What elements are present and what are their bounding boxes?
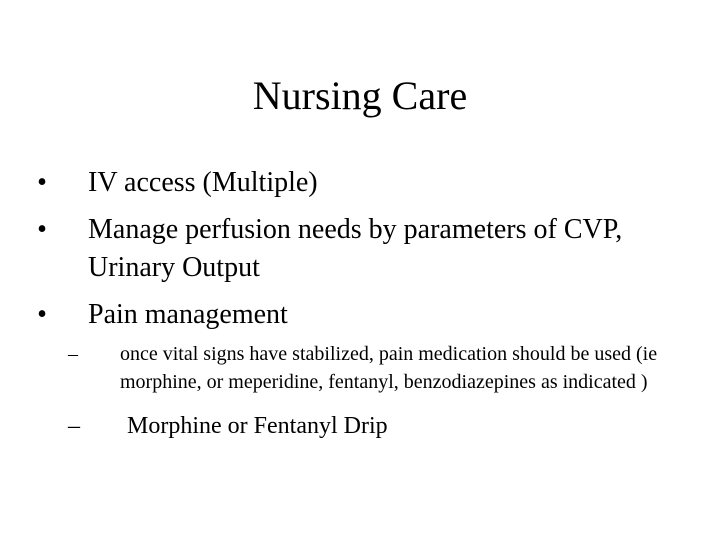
subbullet-list	[30, 340, 690, 442]
subbullet-text: once vital signs have stabilized, pain medication should be used (ie morphine, or meperidine, fentanyl, benzodiazepines as indicated )	[120, 343, 658, 393]
bullet-item	[30, 211, 690, 287]
bullet-item	[30, 296, 690, 442]
bullet-marker: •	[37, 299, 47, 330]
bullet-text: IV access (Multiple)	[88, 167, 318, 198]
bullet-list	[30, 164, 690, 456]
subbullet-item	[30, 340, 690, 396]
slide-title: Nursing Care	[252, 73, 468, 118]
bullet-text: Pain management	[88, 299, 288, 330]
bullet-marker: •	[37, 167, 47, 198]
dash-marker: –	[68, 343, 78, 365]
subbullet-text: Morphine or Fentanyl Drip	[127, 413, 388, 439]
bullet-item	[30, 164, 690, 202]
bullet-text: Manage perfusion needs by parameters of CVP, Urinary Output	[88, 214, 623, 283]
dash-marker: –	[68, 413, 80, 439]
bullet-marker: •	[37, 214, 47, 245]
subbullet-item	[30, 410, 690, 442]
